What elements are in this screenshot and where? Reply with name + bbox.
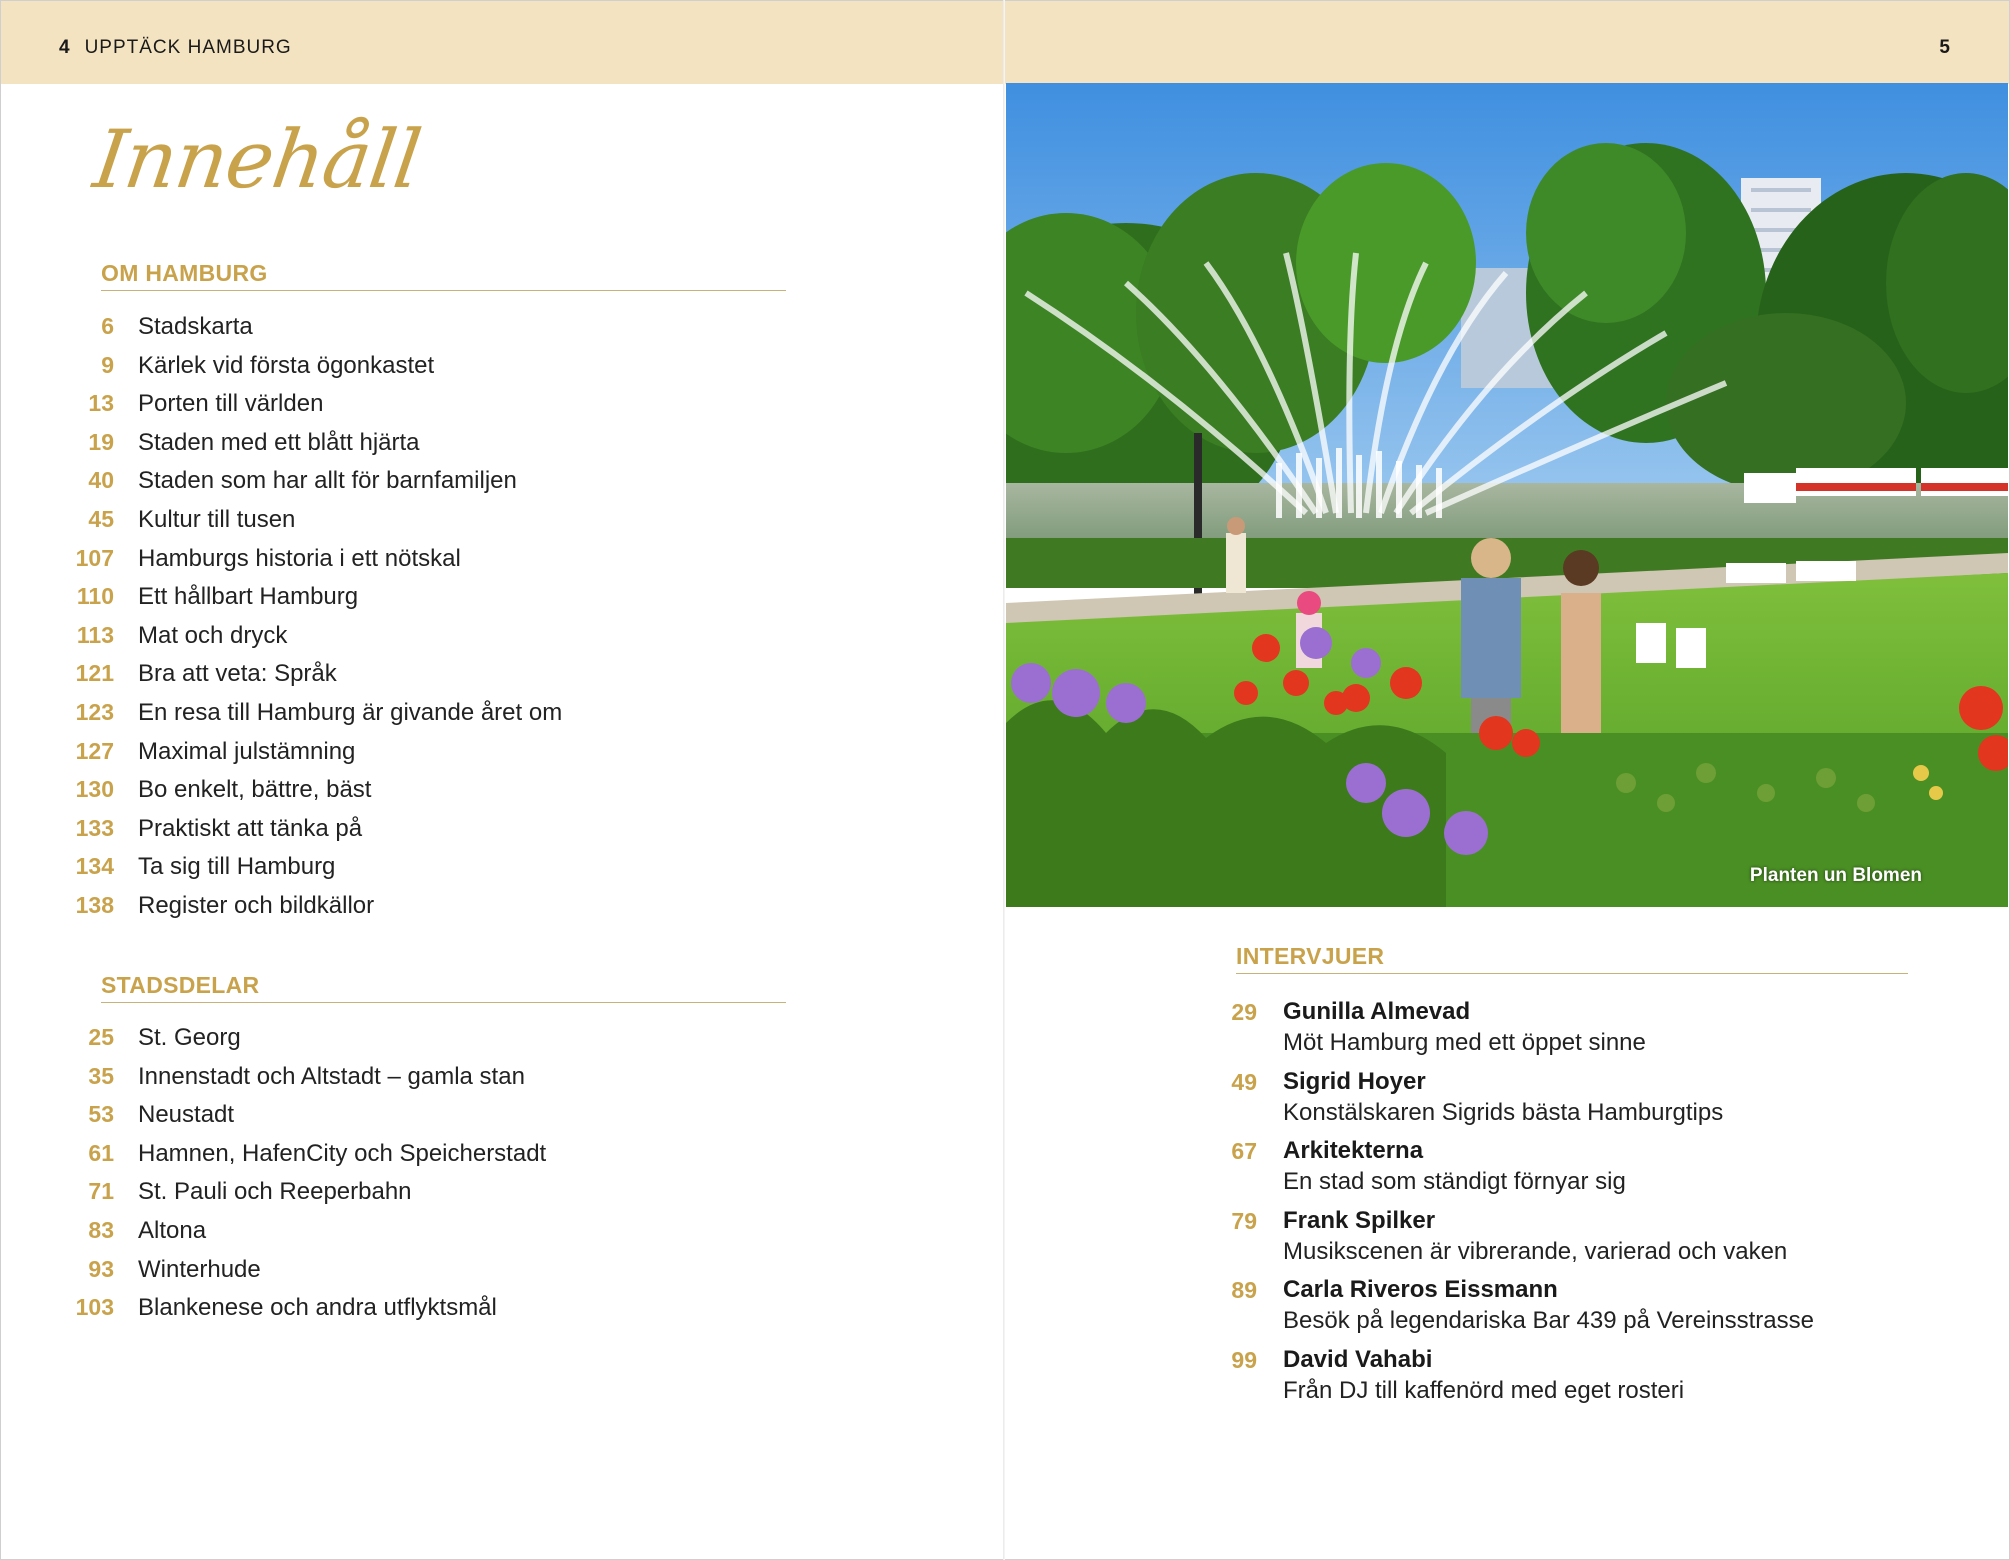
toc-entry (59, 892, 562, 931)
toc-page-number: 25 (88, 1024, 114, 1050)
interviewee-name: Sigrid Hoyer (1283, 1067, 1426, 1095)
toc-entry (59, 390, 562, 429)
toc-entry (59, 1101, 546, 1140)
toc-entry-title: Stadskarta (138, 313, 253, 340)
interviewee-name: Gunilla Almevad (1283, 998, 1471, 1025)
toc-entry (59, 1294, 546, 1333)
toc-entry (59, 545, 562, 584)
right-page-number: 5 (1939, 37, 1951, 58)
interview-entry (1207, 1206, 1814, 1276)
toc-page-number: 130 (75, 776, 114, 803)
toc-entry-title: Mat och dryck (138, 621, 288, 649)
toc-entry (59, 1256, 546, 1295)
toc-page-number: 6 (101, 313, 114, 339)
interview-text (1283, 1206, 1787, 1276)
interview-entry (1207, 1136, 1814, 1206)
toc-page-number: 93 (88, 1255, 114, 1282)
toc-page-number: 40 (88, 467, 114, 494)
interview-page-number: 89 (1231, 1277, 1257, 1303)
toc-entry (59, 352, 562, 391)
toc-entry-title: St. Pauli och Reeperbahn (138, 1178, 412, 1206)
toc-page-number: 121 (75, 660, 114, 687)
interview-subtitle: Från DJ till kaffenörd med eget rosteri (1283, 1376, 1685, 1404)
toc-entry-title: Ta sig till Hamburg (138, 853, 336, 881)
interview-page-number: 99 (1231, 1346, 1257, 1373)
toc-page-number: 61 (88, 1139, 114, 1166)
interviews-list (1207, 997, 1814, 1414)
toc-entry-title: En resa till Hamburg är givande året om (138, 698, 563, 726)
toc-entry-title: Maximal julstämning (138, 737, 356, 765)
toc-page-number: 9 (101, 351, 114, 378)
toc-entry (59, 1217, 546, 1256)
toc-entry (59, 1024, 546, 1063)
toc-entry (59, 622, 562, 661)
interview-page-number: 49 (1231, 1068, 1257, 1095)
toc-entry (59, 583, 562, 622)
toc-entry-title: Hamburgs historia i ett nötskal (138, 544, 461, 572)
left-page-number: 4 (59, 37, 71, 58)
interview-page-number: 79 (1231, 1207, 1257, 1234)
toc-page-number: 123 (75, 698, 114, 725)
toc-entry-title: Innenstadt och Altstadt – gamla stan (138, 1062, 525, 1090)
toc-entry-title: Hamnen, HafenCity och Speicherstadt (138, 1139, 547, 1167)
interview-entry (1207, 997, 1814, 1067)
toc-entry-title: Kärlek vid första ögonkastet (138, 351, 435, 379)
toc-entry (59, 506, 562, 545)
interviewee-name: Arkitekterna (1283, 1137, 1424, 1164)
interview-page-number: 29 (1231, 999, 1257, 1025)
photo-caption: Planten un Blomen (1749, 865, 1922, 886)
interview-text (1283, 1345, 1684, 1415)
toc-entry (59, 699, 562, 738)
toc-entry (59, 776, 562, 815)
interview-page-number: 67 (1231, 1138, 1257, 1164)
toc-entry-title: Porten till världen (138, 390, 324, 418)
interview-subtitle: En stad som ständigt förnyar sig (1283, 1168, 1626, 1195)
interview-subtitle: Musikscenen är vibrerande, varierad och vaken (1283, 1237, 1788, 1265)
toc-entry-title: St. Georg (138, 1024, 241, 1051)
toc-entry (59, 313, 562, 352)
toc-entry (59, 853, 562, 892)
toc-entry-title: Blankenese och andra utflyktsmål (138, 1294, 497, 1322)
toc-page-number: 138 (75, 891, 114, 918)
toc-page-number: 103 (75, 1294, 114, 1321)
interview-text (1283, 1275, 1814, 1345)
toc-page-number: 127 (75, 737, 114, 764)
left-folio (59, 37, 292, 59)
right-folio (1939, 37, 1951, 59)
toc-page-number: 133 (75, 814, 114, 841)
interview-subtitle: Konstälskaren Sigrids bästa Hamburgtips (1283, 1098, 1724, 1126)
toc-entry-title: Kultur till tusen (138, 505, 296, 533)
toc-page-number: 83 (88, 1216, 114, 1243)
toc-page-number: 113 (76, 621, 114, 648)
toc-page-number: 45 (88, 505, 114, 532)
toc-entry (59, 660, 562, 699)
interview-text (1283, 1067, 1723, 1137)
toc-entry-title: Bra att veta: Språk (138, 660, 337, 688)
right-header-band (1005, 1, 2009, 84)
interview-entry (1207, 1067, 1814, 1137)
toc-list-stadsdelar (59, 1024, 546, 1333)
toc-entry-title: Winterhude (138, 1255, 261, 1283)
toc-entry-title: Praktiskt att tänka på (138, 814, 363, 842)
toc-entry-title: Neustadt (138, 1101, 235, 1129)
toc-entry-title: Staden med ett blått hjärta (138, 428, 420, 456)
interviewee-name: David Vahabi (1283, 1345, 1433, 1373)
interview-text (1283, 997, 1646, 1067)
left-page (0, 0, 1004, 1560)
park-fountain-photo (1006, 83, 2008, 907)
toc-entry (59, 467, 562, 506)
toc-page-number: 13 (88, 390, 114, 417)
toc-page-number: 134 (75, 853, 114, 880)
toc-entry (59, 429, 562, 468)
toc-page-number: 107 (75, 544, 114, 571)
toc-page-number: 71 (88, 1178, 114, 1205)
toc-entry (59, 1178, 546, 1217)
toc-page-number: 110 (76, 583, 114, 610)
toc-entry-title: Staden som har allt för barnfamiljen (138, 467, 517, 495)
toc-entry-title: Bo enkelt, bättre, bäst (138, 776, 372, 804)
interview-entry (1207, 1345, 1814, 1415)
toc-entry (59, 738, 562, 777)
interview-subtitle: Möt Hamburg med ett öppet sinne (1283, 1029, 1646, 1056)
toc-entry (59, 815, 562, 854)
interview-entry (1207, 1275, 1814, 1345)
toc-entry-title: Altona (138, 1216, 207, 1244)
toc-list-om-hamburg (59, 313, 562, 931)
interview-subtitle: Besök på legendariska Bar 439 på Vereinsstrasse (1283, 1307, 1814, 1334)
toc-entry (59, 1063, 546, 1102)
interviewee-name: Frank Spilker (1283, 1206, 1436, 1234)
toc-page-number: 35 (88, 1062, 114, 1089)
section-heading-intervjuer: INTERVJUER (1236, 943, 1908, 974)
toc-entry-title: Ett hållbart Hamburg (138, 583, 359, 611)
running-head: UPPTÄCK HAMBURG (84, 37, 292, 58)
section-heading-stadsdelar: STADSDELAR (101, 972, 786, 1003)
toc-entry-title: Register och bildkällor (138, 891, 375, 919)
toc-page-number: 53 (88, 1101, 114, 1128)
park-illustration (1006, 83, 2008, 907)
contents-title: Innehåll (88, 113, 426, 206)
interview-text (1283, 1136, 1626, 1206)
section-heading-om-hamburg: OM HAMBURG (101, 260, 786, 291)
interviewee-name: Carla Riveros Eissmann (1283, 1276, 1558, 1303)
toc-entry (59, 1140, 546, 1179)
toc-page-number: 19 (88, 428, 114, 455)
